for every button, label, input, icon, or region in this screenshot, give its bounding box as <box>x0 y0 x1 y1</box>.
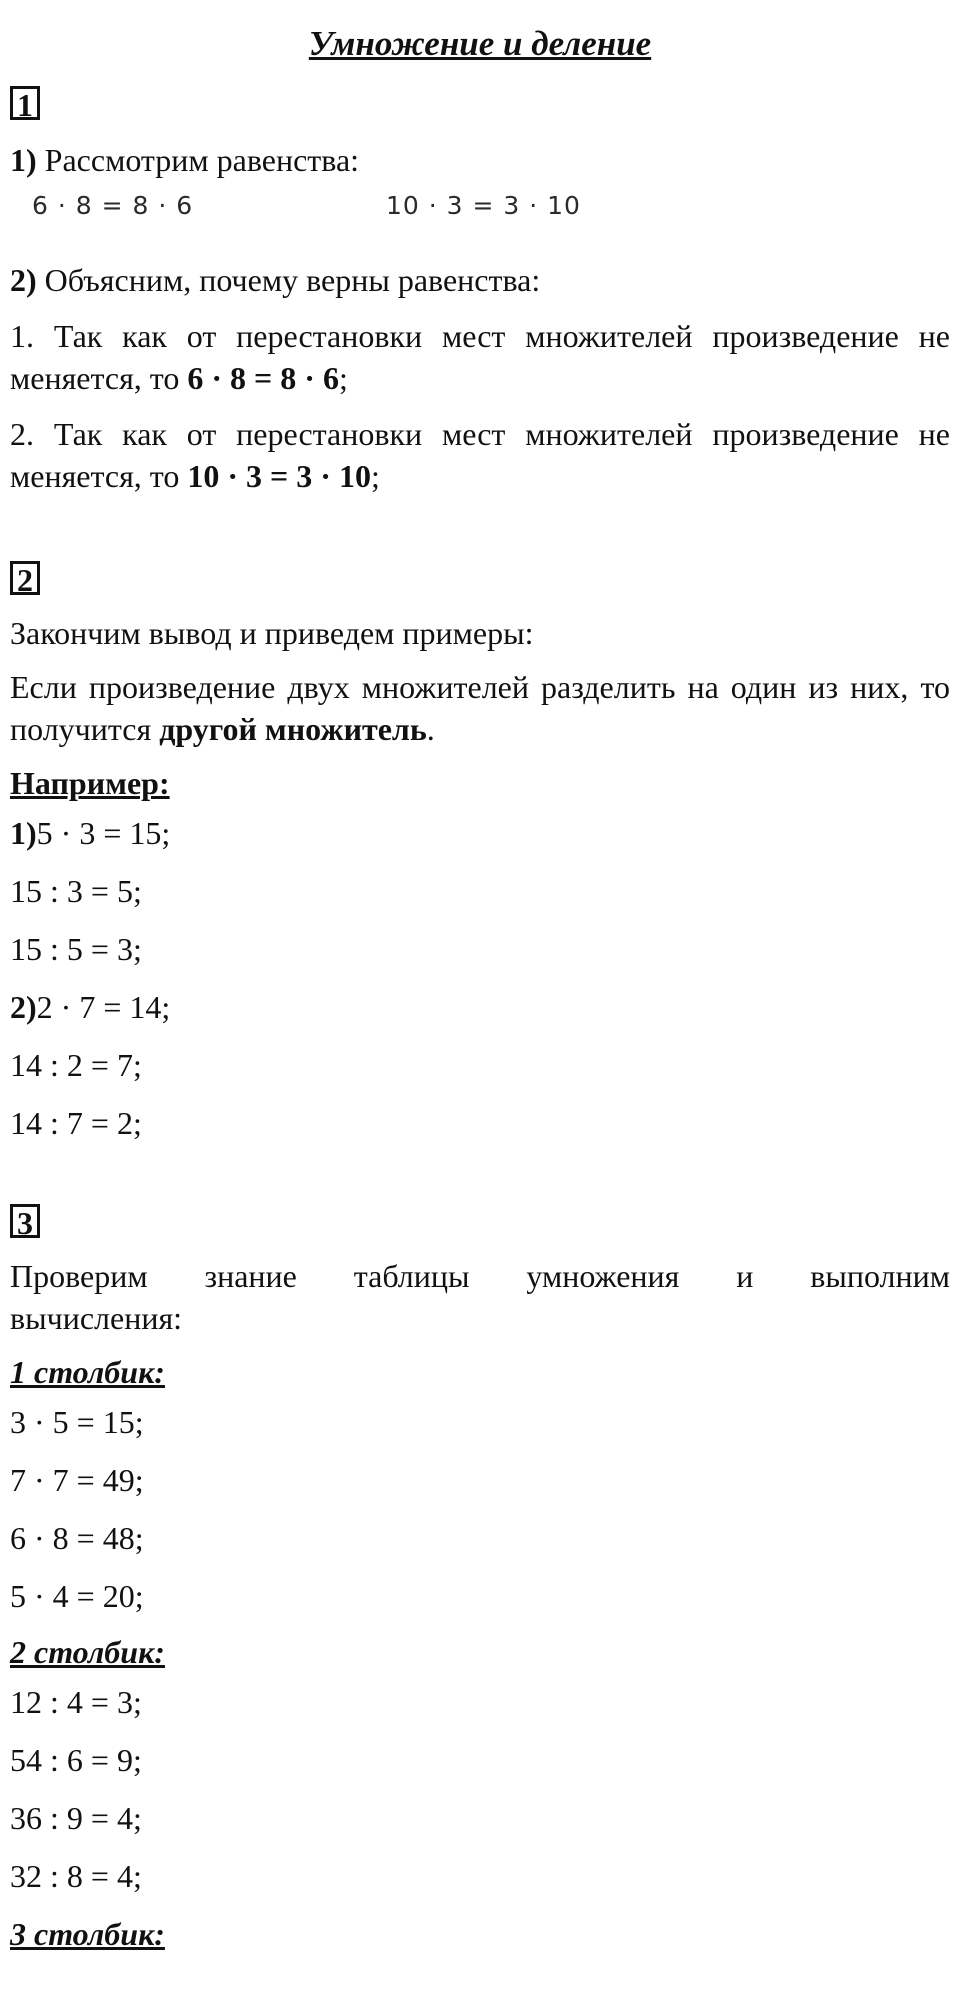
task2-rule <box>10 666 950 750</box>
column3-heading: 3 столбик: <box>10 1916 165 1952</box>
calc-expression: 54 : 6 = 9; <box>10 1742 142 1778</box>
rule-text: Если произведение двух множителей разделить на один из них, то получится <box>10 669 950 747</box>
calc-expression: 3 · 5 = 15; <box>10 1404 144 1440</box>
task1-step2 <box>10 259 950 301</box>
example-expression: 15 : 5 = 3; <box>10 931 142 967</box>
example-expression: 2 · 7 = 14; <box>36 989 171 1025</box>
task3-intro-line1: Проверим знание таблицы умножения и выполним <box>10 1258 950 1294</box>
calc-expression: 7 · 7 = 49; <box>10 1462 144 1498</box>
task2-intro: Закончим вывод и приведем примеры: <box>10 615 534 651</box>
calc-expression: 36 : 9 = 4; <box>10 1800 142 1836</box>
column1-line <box>10 1509 950 1567</box>
rule-bold: другой множитель <box>159 711 427 747</box>
task-1 <box>10 86 950 497</box>
item-formula: 6 · 8 = 8 · 6 <box>187 360 339 396</box>
column2-heading: 2 столбик: <box>10 1634 165 1670</box>
example-line <box>10 804 950 862</box>
calc-expression: 6 · 8 = 48; <box>10 1520 144 1556</box>
step-number: 1) <box>10 142 37 178</box>
column1-line <box>10 1451 950 1509</box>
item-end: ; <box>338 360 348 396</box>
task1-item2 <box>10 413 950 497</box>
example-expression: 14 : 7 = 2; <box>10 1105 142 1141</box>
step-number: 2) <box>10 262 37 298</box>
example-expression: 14 : 2 = 7; <box>10 1047 142 1083</box>
column2-line <box>10 1731 950 1789</box>
example-number: 2) <box>10 989 37 1025</box>
example-line <box>10 862 950 920</box>
column1-heading: 1 столбик: <box>10 1354 165 1390</box>
calc-expression: 5 · 4 = 20; <box>10 1578 144 1614</box>
step-text: Рассмотрим равенства: <box>36 142 360 178</box>
example-number: 1) <box>10 815 37 851</box>
calc-expression: 12 : 4 = 3; <box>10 1684 142 1720</box>
page-title: Умножение и деление <box>308 24 652 63</box>
example-line <box>10 1036 950 1094</box>
example-expression: 5 · 3 = 15; <box>36 815 171 851</box>
step-text: Объясним, почему верны равенства: <box>36 262 541 298</box>
example-line <box>10 920 950 978</box>
example-line <box>10 1094 950 1152</box>
column2-line <box>10 1673 950 1731</box>
task3-intro-line2: вычисления: <box>10 1300 183 1336</box>
rule-end: . <box>426 711 435 747</box>
task1-item1 <box>10 315 950 399</box>
task1-step1 <box>10 139 950 181</box>
task-3 <box>10 1204 950 1955</box>
column2-line <box>10 1847 950 1905</box>
task-2 <box>10 561 950 1152</box>
example-line <box>10 978 950 1036</box>
task-number-box: 3 <box>10 1204 40 1238</box>
example-expression: 15 : 3 = 5; <box>10 873 142 909</box>
calc-expression: 32 : 8 = 4; <box>10 1858 142 1894</box>
column2-line <box>10 1789 950 1847</box>
equality-a: 6 · 8 = 8 · 6 <box>32 191 194 220</box>
equality-b: 10 · 3 = 3 · 10 <box>386 191 581 220</box>
task-number-box: 1 <box>10 86 40 120</box>
column1-line <box>10 1393 950 1451</box>
item-text: 2. Так как от перестановки мест множителей произведение не меняется, то <box>10 416 950 494</box>
document-page <box>10 0 950 1955</box>
task-number-box: 2 <box>10 561 40 595</box>
equalities-image <box>10 191 950 231</box>
item-formula: 10 · 3 = 3 · 10 <box>187 458 371 494</box>
column1-line <box>10 1567 950 1625</box>
item-end: ; <box>370 458 380 494</box>
item-text: 1. Так как от перестановки мест множителей произведение не меняется, то <box>10 318 950 396</box>
example-heading: Например: <box>10 765 170 801</box>
